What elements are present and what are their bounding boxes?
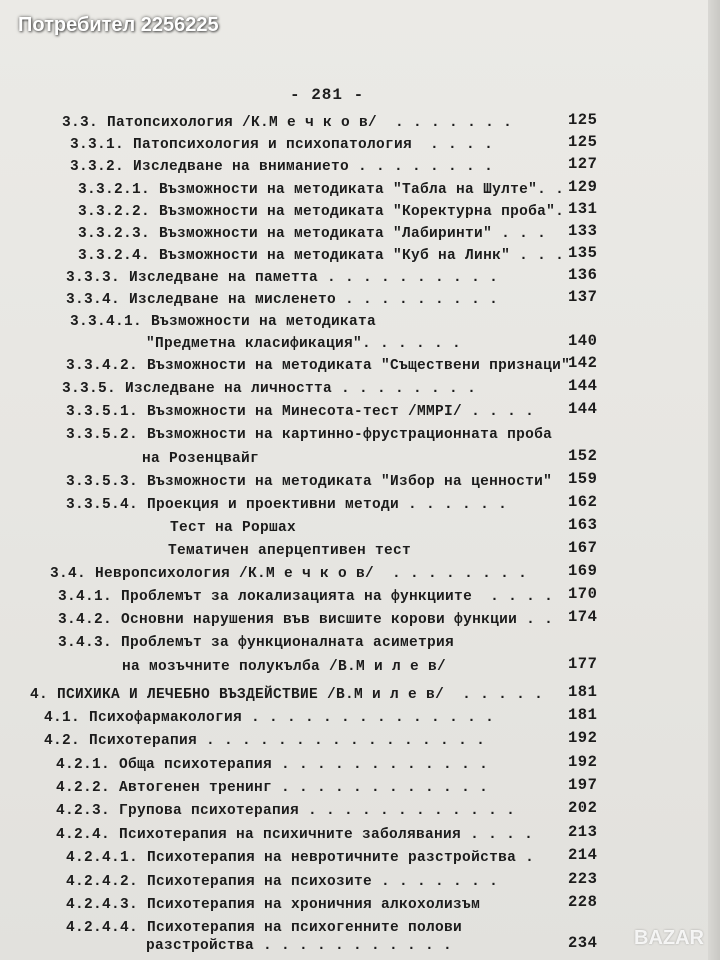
toc-entry-title: 3.4.1. Проблемът за локализацията на функциите . . . . xyxy=(58,589,554,605)
toc-entry-title: 3.3.5.3. Възможности на методиката "Избор на ценности" xyxy=(66,474,553,490)
toc-entry-title: 4.1. Психофармакология . . . . . . . . . . . . . . xyxy=(44,710,495,726)
toc-entry-page: 144 xyxy=(568,377,598,395)
toc-entry-page: 170 xyxy=(568,585,598,603)
toc-entry-page: 197 xyxy=(568,776,598,794)
bazar-watermark-logo: BAZAR xyxy=(634,927,704,949)
toc-entry-page: 135 xyxy=(568,244,598,262)
page-number: - 281 - xyxy=(290,86,365,104)
toc-entry-title: 4.2.1. Обща психотерапия . . . . . . . . . . . . xyxy=(56,757,489,773)
toc-entry-title: 3.3.2.1. Възможности на методиката "Табла на Шулте". . xyxy=(78,182,565,198)
toc-entry-title: на мозъчните полукълба /В.М и л е в/ xyxy=(122,659,447,675)
toc-entry-title: 4.2.4. Психотерапия на психичните заболявания . . . . xyxy=(56,827,534,843)
toc-entry-title: 3.3.5.1. Възможности на Минесота-тест /ММPI/ . . . . xyxy=(66,404,535,420)
toc-entry-title: 3.3.5.2. Възможности на картинно-фрустрационната проба xyxy=(66,427,553,443)
toc-entry-page: 214 xyxy=(568,846,598,864)
toc-entry-title: "Предметна класификация". . . . . . xyxy=(146,336,462,352)
toc-entry-page: 127 xyxy=(568,155,598,173)
toc-entry-title: 3.3.1. Патопсихология и психопатология . . . . xyxy=(70,137,494,153)
toc-entry-page: 142 xyxy=(568,354,598,372)
toc-entry-title: 4.2.4.1. Психотерапия на невротичните разстройства . xyxy=(66,850,535,866)
toc-entry-title: 3.4.3. Проблемът за функционалната асиметрия xyxy=(58,635,455,651)
toc-entry-title: 4. ПСИХИКА И ЛЕЧЕБНО ВЪЗДЕЙСТВИЕ /В.М и л е в/ . . . . . xyxy=(30,687,544,703)
toc-entry-title: 4.2. Психотерапия . . . . . . . . . . . . . . . . xyxy=(44,733,486,749)
toc-entry-title: разстройства . . . . . . . . . . . xyxy=(146,938,453,954)
toc-entry-page: 125 xyxy=(568,111,598,129)
toc-entry-title: 3.3. Патопсихология /К.М е ч к о в/ . . . . . . . xyxy=(62,115,513,131)
toc-entry-title: 3.3.4. Изследване на мисленето . . . . . . . . . xyxy=(66,292,499,308)
toc-entry-page: 192 xyxy=(568,753,598,771)
toc-entry-page: 181 xyxy=(568,683,598,701)
toc-entry-page: 213 xyxy=(568,823,598,841)
toc-entry-page: 169 xyxy=(568,562,598,580)
toc-entry-title: 3.4.2. Основни нарушения във висшите корови функции . . xyxy=(58,612,554,628)
toc-entry-title: 3.3.5.4. Проекция и проективни методи . . . . . . xyxy=(66,497,508,513)
toc-entry-page: 202 xyxy=(568,799,598,817)
toc-entry-page: 177 xyxy=(568,655,598,673)
toc-entry-title: Тест на Роршах xyxy=(170,520,297,536)
toc-entry-title: 4.2.4.3. Психотерапия на хроничния алкохолизъм xyxy=(66,897,481,913)
toc-entry-page: 228 xyxy=(568,893,598,911)
toc-entry-page: 163 xyxy=(568,516,598,534)
toc-entry-title: 4.2.3. Групова психотерапия . . . . . . . . . . . . xyxy=(56,803,516,819)
toc-entry-title: 3.3.2.2. Възможности на методиката "Коректурна проба". xyxy=(78,204,565,220)
toc-entry-title: на Розенцвайг xyxy=(142,451,260,467)
page-edge xyxy=(708,0,720,960)
toc-entry-page: 223 xyxy=(568,870,598,888)
toc-entry-title: 4.2.2. Автогенен тренинг . . . . . . . . . . . . xyxy=(56,780,489,796)
toc-entry-page: 129 xyxy=(568,178,598,196)
toc-entry-page: 234 xyxy=(568,934,598,952)
toc-entry-title: 3.3.2. Изследване на вниманието . . . . . . . . xyxy=(70,159,494,175)
toc-entry-page: 174 xyxy=(568,608,598,626)
toc-entry-page: 162 xyxy=(568,493,598,511)
toc-entry-page: 136 xyxy=(568,266,598,284)
toc-entry-page: 125 xyxy=(568,133,598,151)
toc-entry-title: 3.3.5. Изследване на личността . . . . . . . . xyxy=(62,381,477,397)
toc-entry-page: 159 xyxy=(568,470,598,488)
toc-entry-title: Тематичен аперцептивен тест xyxy=(168,543,412,559)
uploader-label: Потребител 2256225 xyxy=(18,14,219,36)
toc-entry-page: 140 xyxy=(568,332,598,350)
toc-entry-page: 133 xyxy=(568,222,598,240)
toc-entry-title: 4.2.4.2. Психотерапия на психозите . . . . . . . xyxy=(66,874,499,890)
toc-entry-page: 167 xyxy=(568,539,598,557)
toc-entry-title: 3.4. Невропсихология /К.М е ч к о в/ . . . . . . . . xyxy=(50,566,528,582)
toc-entry-title: 3.3.2.3. Възможности на методиката "Лабиринти" . . . xyxy=(78,226,547,242)
toc-entry-page: 192 xyxy=(568,729,598,747)
toc-entry-title: 3.3.4.2. Възможности на методиката "Съществени признаци" xyxy=(66,358,571,374)
toc-entry-title: 3.3.3. Изследване на паметта . . . . . . . . . . xyxy=(66,270,499,286)
toc-entry-page: 144 xyxy=(568,400,598,418)
toc-entry-page: 181 xyxy=(568,706,598,724)
toc-entry-title: 3.3.4.1. Възможности на методиката xyxy=(70,314,377,330)
toc-entry-page: 152 xyxy=(568,447,598,465)
toc-entry-title: 4.2.4.4. Психотерапия на психогенните полови xyxy=(66,920,463,936)
toc-entry-page: 137 xyxy=(568,288,598,306)
toc-entry-title: 3.3.2.4. Възможности на методиката "Куб на Линк" . . . xyxy=(78,248,565,264)
toc-entry-page: 131 xyxy=(568,200,598,218)
